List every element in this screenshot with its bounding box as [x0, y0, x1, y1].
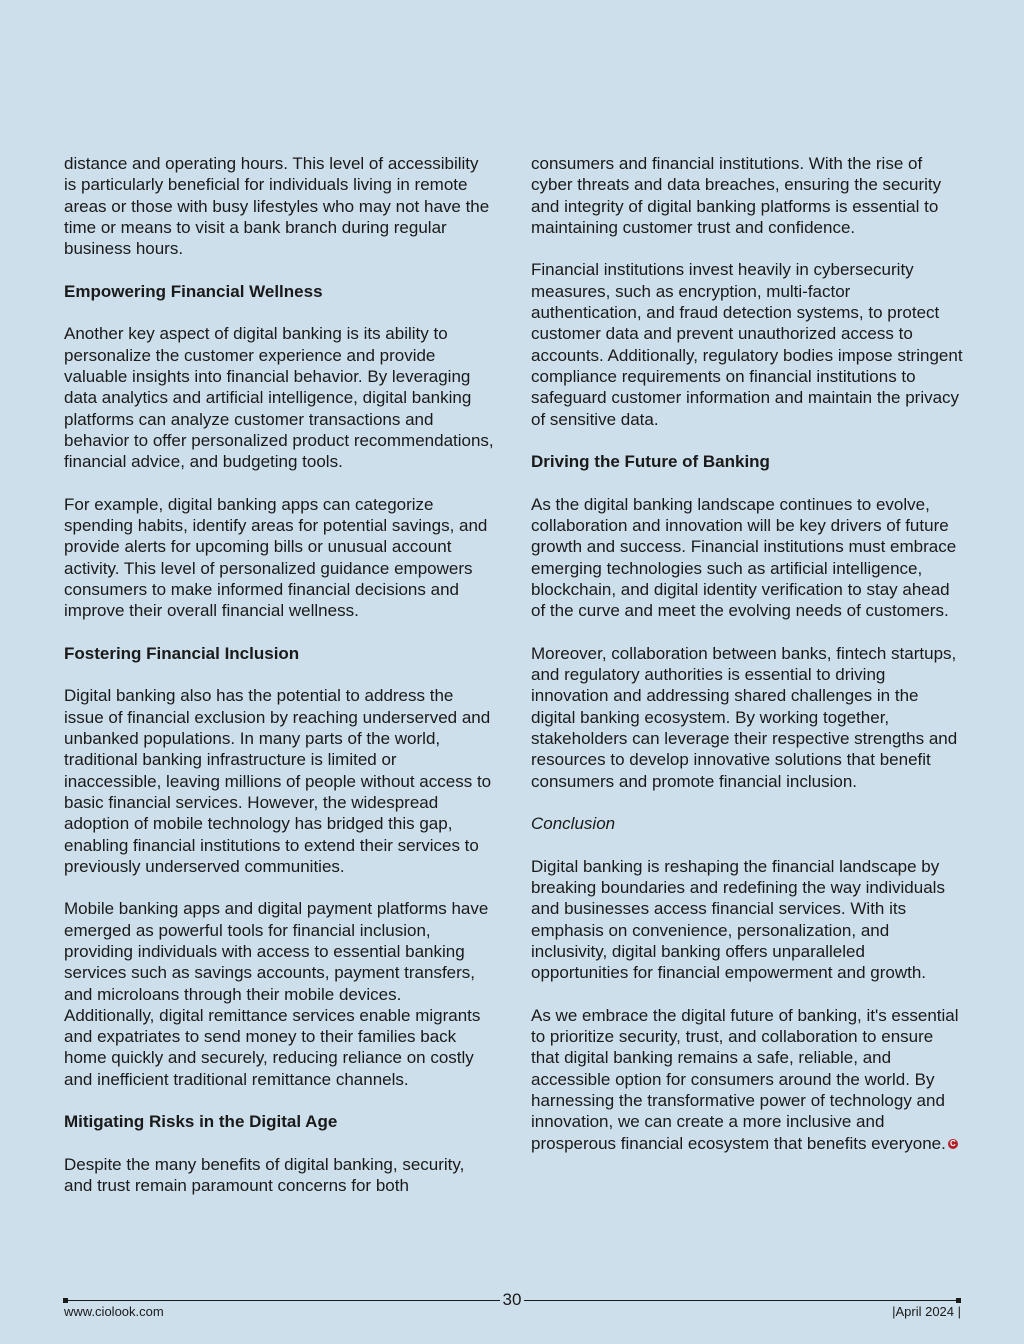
paragraph-text: As we embrace the digital future of banking, it's essential to prioritize security, trust, and collaboration to ensure that digital banking remains a safe, reliable, and accessible option for consumers around the world. By harnessing the transformative power of technology and innovation, we can create a more inclusive and prosperous financial ecosystem that benefits everyone. [531, 1005, 959, 1153]
paragraph: consumers and financial institutions. With the rise of cyber threats and data breaches, ensuring the security and integrity of digital banking platforms is essential to maintaining customer trust and confidence. [531, 154, 942, 237]
paragraph: Moreover, collaboration between banks, fintech startups, and regulatory authorities is essential to driving innovation and addressing shared challenges in the digital banking ecosystem. By working together, stakeholders can leverage their respective strengths and resources to develop innovative solutions that benefit consumers and promote financial inclusion. [531, 643, 958, 791]
end-mark-icon: C [948, 1139, 958, 1149]
section-heading: Driving the Future of Banking [531, 452, 770, 472]
paragraph: Despite the many benefits of digital banking, security, and trust remain paramount concerns for both [64, 1154, 465, 1196]
paragraph: Digital banking is reshaping the financial landscape by breaking boundaries and redefining the way individuals and businesses access financial services. With its emphasis on convenience, personalization, and inclusivity, digital banking offers unparalleled opportunities for financial empowerment and growth. [531, 856, 945, 983]
footer-date: |April 2024 | [892, 1304, 961, 1319]
paragraph: Digital banking also has the potential to address the issue of financial exclusion by reaching underserved and unbanked populations. In many parts of the world, traditional banking infrastructure is limited or inaccessible, leaving millions of people without access to basic financial services. However, the widespread adoption of mobile technology has bridged this gap, enabling financial institutions to extend their services to previously underserved communities. [64, 686, 492, 876]
paragraph: For example, digital banking apps can categorize spending habits, identify areas for potential savings, and provide alerts for upcoming bills or unusual account activity. This level of personalized guidance empowers consumers to make informed financial decisions and improve their overall financial wellness. [64, 494, 488, 621]
conclusion-heading: Conclusion [531, 814, 616, 834]
footer-url[interactable]: www.ciolook.com [64, 1304, 164, 1319]
paragraph: As the digital banking landscape continues to evolve, collaboration and innovation will be key drivers of future growth and success. Financial institutions must embrace emerging technologies such as artificial intelligence, blockchain, and digital identity verification to stay ahead of the curve and meet the evolving needs of customers. [531, 494, 957, 621]
left-column [64, 153, 494, 1218]
paragraph: Mobile banking apps and digital payment platforms have emerged as powerful tools for financial inclusion, providing individuals with access to essential banking services such as savings accounts, payment transfers, and microloans through their mobile devices. Additionally, digital remittance services enable migrants and expatriates to send money to their families back home quickly and securely, reducing reliance on costly and inefficient traditional remittance channels. [64, 899, 489, 1089]
paragraph: Another key aspect of digital banking is its ability to personalize the customer experience and provide valuable insights into financial behavior. By leveraging data analytics and artificial intelligence, digital banking platforms can analyze customer transactions and behavior to offer personalized product recommendations, financial advice, and budgeting tools. [64, 324, 494, 472]
page-number: 30 [500, 1290, 525, 1309]
paragraph: distance and operating hours. This level of accessibility is particularly beneficial for individuals living in remote areas or those with busy lifestyles who may not have the time or means to visit a bank branch during regular business hours. [64, 154, 490, 259]
final-paragraph [531, 1005, 963, 1154]
section-heading: Fostering Financial Inclusion [64, 643, 300, 663]
paragraph: Financial institutions invest heavily in cybersecurity measures, such as encryption, multi-factor authentication, and fraud detection systems, to protect customer data and prevent unauthorized access to accounts. Additionally, regulatory bodies impose stringent compliance requirements on financial institutions to safeguard customer information and maintain the privacy of sensitive data. [531, 260, 963, 429]
section-heading: Empowering Financial Wellness [64, 281, 323, 301]
section-heading: Mitigating Risks in the Digital Age [64, 1112, 338, 1132]
right-column [531, 153, 963, 1175]
